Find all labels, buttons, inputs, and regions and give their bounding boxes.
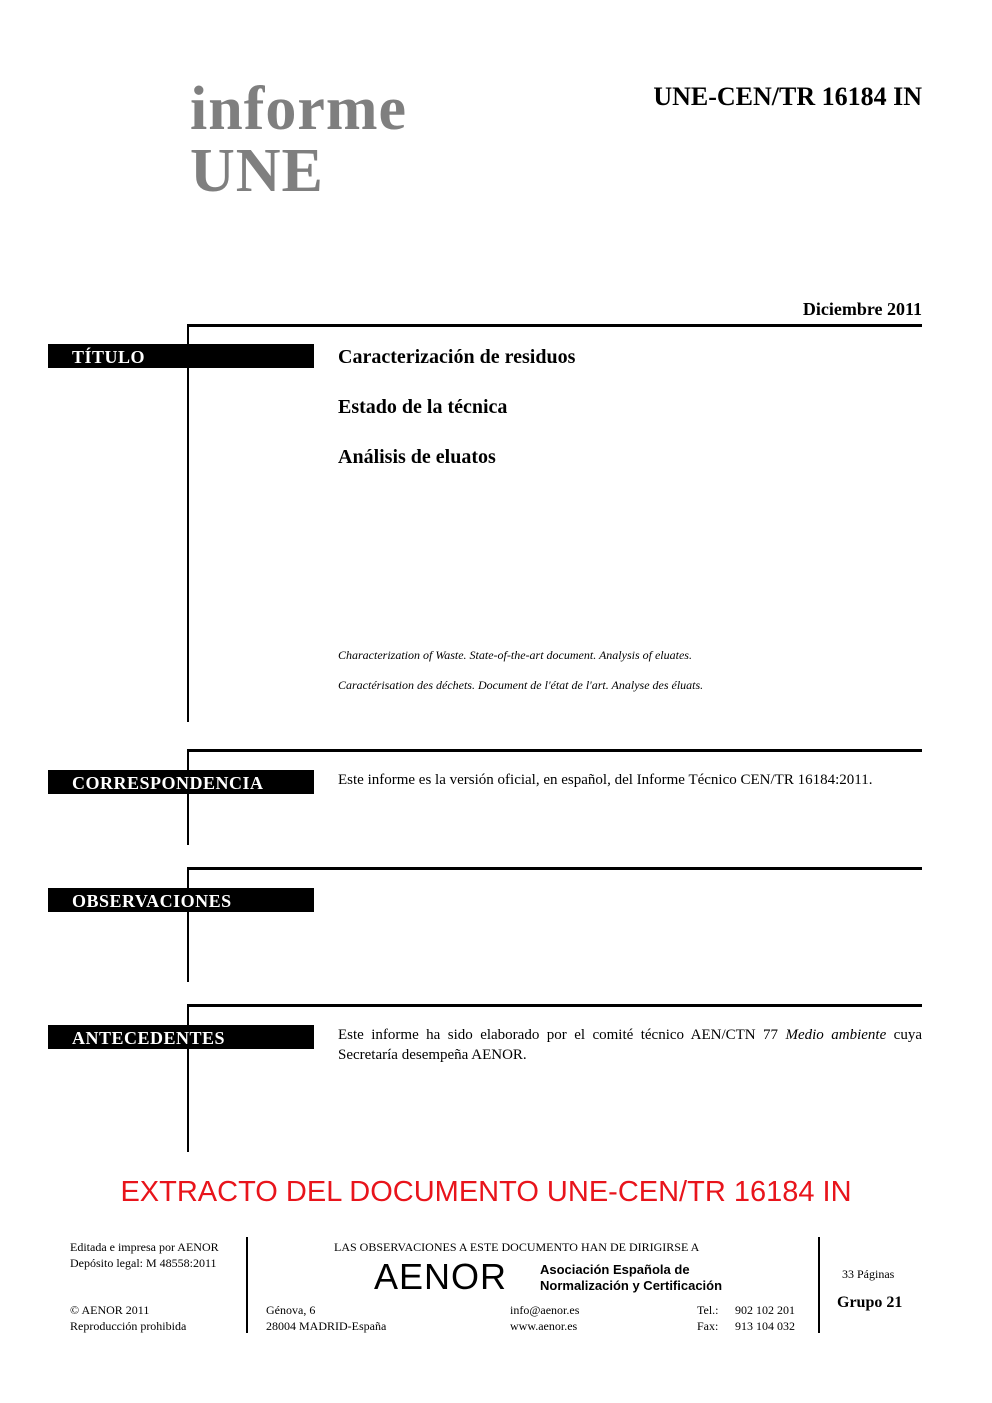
extract-notice: EXTRACTO DEL DOCUMENTO UNE-CEN/TR 16184 IN	[120, 1176, 852, 1208]
antecedentes-text-start: Este informe ha sido elaborado por el comité técnico AEN/CTN 77	[338, 1027, 786, 1043]
antecedentes-committee-name: Medio ambiente	[785, 1027, 887, 1043]
section-divider-observaciones	[188, 867, 922, 870]
section-label-correspondencia: CORRESPONDENCIA	[48, 770, 314, 794]
publication-date: Diciembre 2011	[802, 299, 922, 319]
section-label-antecedentes: ANTECEDENTES	[48, 1025, 314, 1049]
section-divider-antecedentes	[188, 1004, 922, 1007]
section-label-observaciones: OBSERVACIONES	[48, 888, 314, 912]
section-divider-correspondencia	[188, 749, 922, 752]
footer-fax-label: Fax:	[697, 1319, 719, 1333]
section-label-titulo: TÍTULO	[48, 344, 314, 368]
vertical-rule-titulo	[187, 324, 189, 722]
footer-website[interactable]: www.aenor.es	[510, 1319, 578, 1333]
document-number: UNE-CEN/TR 16184 IN	[653, 82, 922, 111]
antecedentes-text-end: cuya Secretaría desempeña AENOR.	[338, 1027, 922, 1063]
footer-copyright: © AENOR 2011	[70, 1303, 150, 1317]
footer-email[interactable]: info@aenor.es	[510, 1303, 580, 1317]
footer-fax: 913 104 032	[735, 1319, 795, 1333]
footer-tel-label: Tel.:	[697, 1303, 719, 1317]
vertical-rule-correspondencia	[187, 749, 189, 845]
footer-price-group: Grupo 21	[837, 1294, 903, 1311]
brand-une: UNE	[190, 137, 324, 205]
title-line-1: Caracterización de residuos	[338, 346, 576, 368]
footer-reproduction: Reproducción prohibida	[70, 1319, 187, 1333]
footer-address-street: Génova, 6	[266, 1303, 316, 1317]
section-divider-titulo	[188, 324, 922, 327]
aenor-subtitle-line-2: Normalización y Certificación	[540, 1278, 723, 1293]
footer-page-count: 33 Páginas	[842, 1267, 895, 1281]
aenor-subtitle-line-1: Asociación Española de	[540, 1262, 690, 1277]
correspondencia-text: Este informe es la versión oficial, en español, del Informe Técnico CEN/TR 16184:2011.	[338, 772, 873, 788]
antecedentes-text	[338, 1025, 922, 1065]
footer-divider-right	[818, 1237, 820, 1333]
title-line-2: Estado de la técnica	[338, 396, 508, 418]
footer-tel: 902 102 201	[735, 1303, 795, 1317]
footer-divider-left	[246, 1237, 248, 1333]
footer-legal-deposit: Depósito legal: M 48558:2011	[70, 1256, 217, 1270]
footer-edited-by: Editada e impresa por AENOR	[70, 1240, 219, 1254]
title-translation-fr: Caractérisation des déchets. Document de l'état de l'art. Analyse des éluats.	[338, 678, 704, 692]
footer-observations-notice: LAS OBSERVACIONES A ESTE DOCUMENTO HAN DE DIRIGIRSE A	[334, 1240, 700, 1254]
title-line-3: Análisis de eluatos	[338, 446, 496, 468]
aenor-logo-subtitle	[540, 1262, 722, 1294]
title-translation-en: Characterization of Waste. State-of-the-art document. Analysis of eluates.	[338, 648, 692, 662]
footer-address-city: 28004 MADRID-España	[266, 1319, 387, 1333]
aenor-logo: AENOR	[374, 1256, 508, 1297]
vertical-rule-observaciones	[187, 867, 189, 982]
brand-informe: informe	[190, 75, 408, 143]
